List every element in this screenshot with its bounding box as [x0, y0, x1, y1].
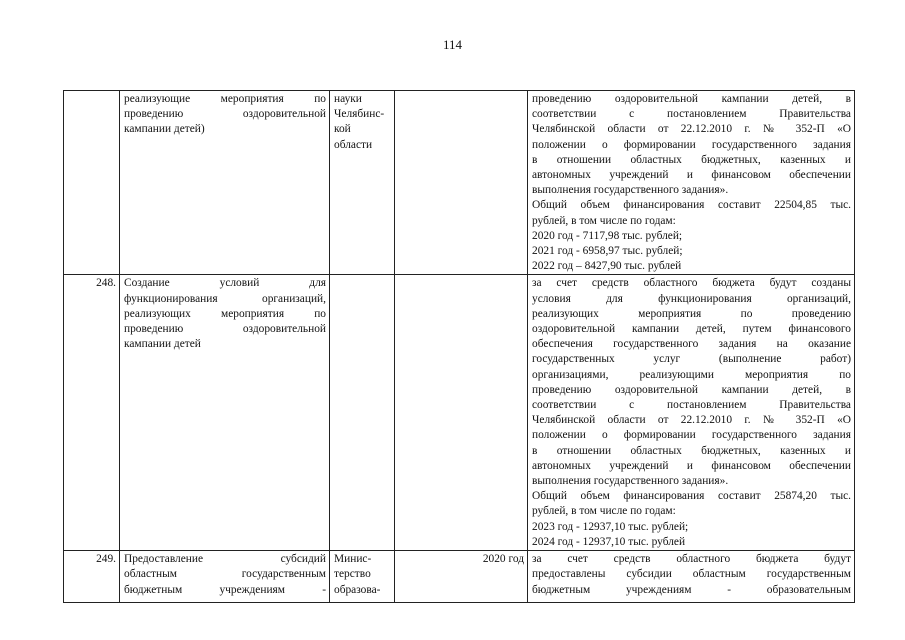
- measure-name-line: кампании детей: [124, 338, 201, 351]
- responsible-cell: [330, 275, 395, 551]
- description-line: оздоровительной кампании детей, путем финансового: [532, 323, 851, 336]
- description-line: Челябинской области от 22.12.2010 г. № 352-П «О: [532, 123, 851, 136]
- description-line: государственных услуг (выполнение работ): [532, 353, 851, 366]
- description-line: в отношении областных бюджетных, казенных и: [532, 153, 851, 166]
- description-line: организациями, реализующими мероприятия по: [532, 368, 851, 381]
- term-cell: 2020 год: [395, 551, 528, 603]
- measure-name-line: реализующих мероприятия по: [124, 307, 326, 320]
- description-line: Челябинской области от 22.12.2010 г. № 352-П «О: [532, 414, 851, 427]
- responsible-line: Минис-: [334, 553, 372, 566]
- description-line: положении о формировании государственного задания: [532, 429, 851, 442]
- description-cell: [528, 91, 855, 275]
- measure-name-cell: [120, 551, 330, 603]
- description-line: 2022 год – 8427,90 тыс. рублей: [532, 260, 682, 273]
- measure-name-line: областным государственным: [124, 568, 326, 581]
- responsible-line: кой: [334, 123, 351, 136]
- description-cell: [528, 275, 855, 551]
- row-number-cell: [64, 91, 120, 275]
- description-line: Общий объем финансирования составит 22504,85 тыс.: [532, 199, 851, 212]
- description-line: проведению оздоровительной кампании детей, в: [532, 93, 851, 105]
- description-line: 2021 год - 6958,97 тыс. рублей;: [532, 245, 683, 258]
- description-line: предоставлены субсидии областным государственным: [532, 568, 851, 581]
- description-line: проведению оздоровительной кампании детей, в: [532, 383, 851, 396]
- description-cell: [528, 551, 855, 603]
- description-line: бюджетным учреждениям - образовательным: [532, 583, 851, 596]
- description-line: 2020 год - 7117,98 тыс. рублей;: [532, 229, 683, 242]
- responsible-line: Челябинс-: [334, 108, 385, 121]
- description-line: соответствии с постановлением Правительства: [532, 399, 851, 412]
- term-cell: [395, 91, 528, 275]
- responsible-cell: [330, 91, 395, 275]
- description-line: выполнения государственного задания».: [532, 184, 729, 197]
- measure-name-line: Предоставление субсидий: [124, 553, 326, 566]
- description-line: рублей, в том числе по годам:: [532, 505, 676, 518]
- responsible-line: области: [334, 138, 373, 151]
- measure-name-line: кампании детей): [124, 123, 205, 136]
- table-row: [64, 551, 855, 603]
- measure-name-line: Создание условий для: [124, 277, 326, 290]
- description-line: положении о формировании государственного задания: [532, 138, 851, 151]
- description-line: в отношении областных бюджетных, казенных и: [532, 444, 851, 457]
- responsible-line: науки: [334, 93, 362, 105]
- table-row: [64, 275, 855, 551]
- description-line: автономных учреждений и финансовом обеспечении: [532, 169, 851, 182]
- description-line: 2024 год - 12937,10 тыс. рублей: [532, 535, 686, 548]
- measure-name-line: бюджетным учреждениям -: [124, 583, 326, 596]
- description-line: рублей, в том числе по годам:: [532, 214, 676, 227]
- measure-name-cell: [120, 91, 330, 275]
- table-row: [64, 91, 855, 275]
- measure-name-cell: [120, 275, 330, 551]
- description-line: обеспечения государственного задания на оказание: [532, 338, 851, 351]
- description-line: за счет средств областного бюджета будут: [532, 553, 851, 566]
- description-line: автономных учреждений и финансовом обеспечении: [532, 459, 851, 472]
- row-number-cell: 249.: [64, 551, 120, 603]
- description-line: 2023 год - 12937,10 тыс. рублей;: [532, 520, 689, 533]
- description-line: реализующих мероприятия по проведению: [532, 307, 851, 320]
- description-line: условия для функционирования организаций,: [532, 292, 851, 305]
- responsible-line: образова-: [334, 583, 381, 596]
- row-number-cell: 248.: [64, 275, 120, 551]
- term-cell: [395, 275, 528, 551]
- responsible-cell: [330, 551, 395, 603]
- page-number: 114: [442, 37, 463, 52]
- description-line: Общий объем финансирования составит 25874,20 тыс.: [532, 490, 851, 503]
- description-line: соответствии с постановлением Правительства: [532, 108, 851, 121]
- measure-name-line: проведению оздоровительной: [124, 108, 326, 121]
- measures-table: [63, 90, 855, 603]
- description-line: за счет средств областного бюджета будут созданы: [532, 277, 851, 290]
- description-line: выполнения государственного задания».: [532, 475, 729, 488]
- measure-name-line: реализующие мероприятия по: [124, 93, 326, 105]
- measure-name-line: функционирования организаций,: [124, 292, 326, 305]
- measure-name-line: проведению оздоровительной: [124, 323, 326, 336]
- responsible-line: терство: [334, 568, 371, 581]
